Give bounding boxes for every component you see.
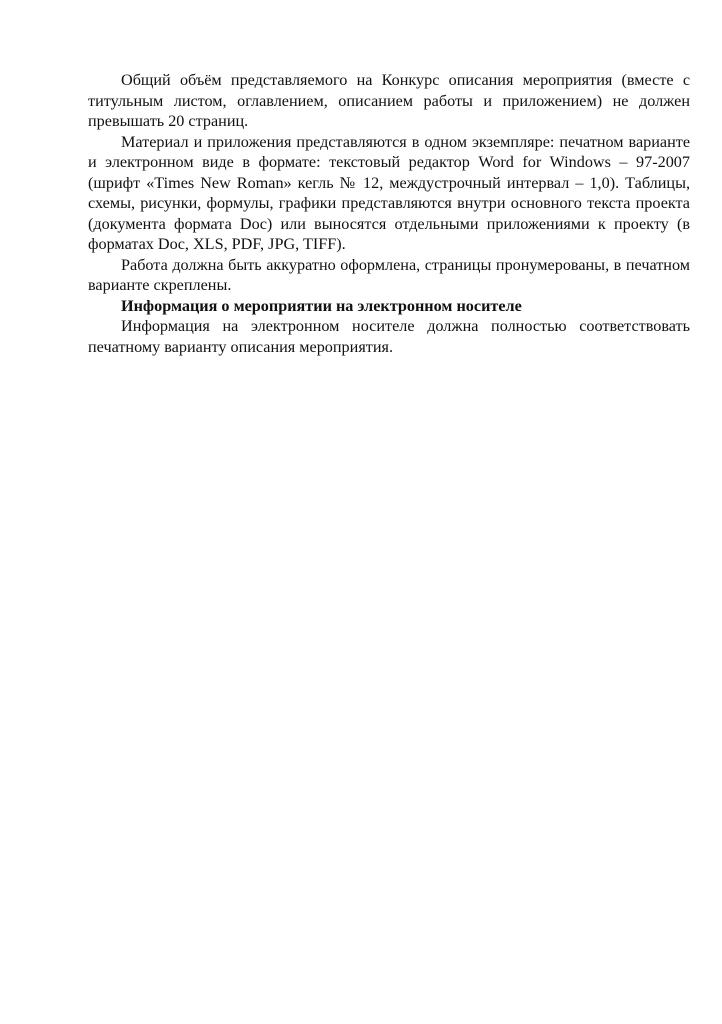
paragraph-volume-limit: Общий объём представляемого на Конкурс описания мероприятия (вместе с титульным листом, оглавлением, описанием работы и приложением) не должен превышать 20 страниц. [88, 71, 690, 130]
paragraph-binding-requirements: Работа должна быть аккуратно оформлена, страницы пронумерованы, в печатном варианте скреплены. [88, 255, 690, 294]
document-body [88, 70, 690, 357]
section-heading-electronic-media: Информация о мероприятии на электронном носителе [121, 296, 522, 315]
paragraph-electronic-media: Информация на электронном носителе должна полностью соответствовать печатному варианту описания мероприятия. [88, 317, 690, 356]
paragraph-format-requirements: Материал и приложения представляются в одном экземпляре: печатном варианте и электронном виде в формате: текстовый редактор Word for Windows – 97-2007 (шрифт «Times New Roman» кегль № 12, междустрочный интервал – 1,0). Таблицы, схемы, рисунки, формулы, графики представляются внутри основного текста проекта (документа формата Doc) или выносятся отдельными приложениями к проекту (в форматах Doc, XLS, PDF, JPG, TIFF). [88, 132, 690, 253]
